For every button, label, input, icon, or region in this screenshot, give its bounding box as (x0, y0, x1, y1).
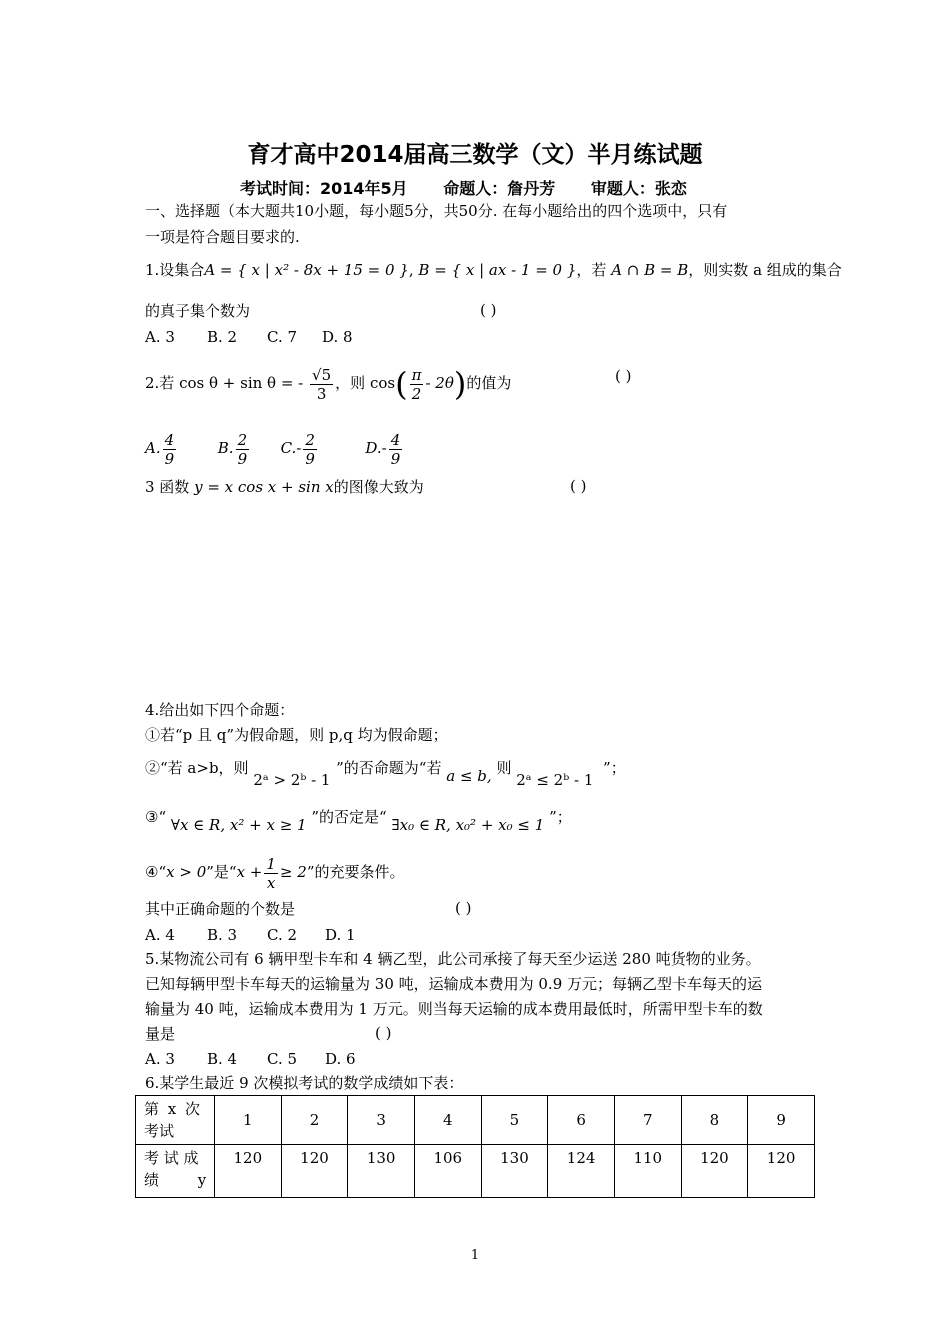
table-cell: 9 (748, 1096, 815, 1145)
q1-condition: A ∩ B = B (611, 261, 689, 279)
q4-p2-text-c: 则 (496, 759, 512, 777)
q2-option-a-num: 4 (164, 430, 175, 449)
q4-p4-text-a: ④“ (145, 863, 167, 881)
table-cell: 6 (548, 1096, 615, 1145)
q2-suffix: 的值为 (466, 374, 512, 392)
q2-expr-cos: cos (369, 374, 396, 392)
q2-expr-den: 2 (411, 384, 422, 403)
exam-info (240, 176, 717, 199)
q4-p4-text-b: ”是“ (206, 863, 237, 881)
table-cell: 130 (348, 1145, 415, 1198)
section-intro-line2: 一项是符合题目要求的. (145, 228, 300, 246)
q5-answer-paren: ( ) (375, 1024, 392, 1042)
q4-option-d: D. 1 (325, 926, 356, 944)
q5-option-a: A. 3 (145, 1050, 175, 1068)
q1-set-b: B = { x | ax - 1 = 0 } (418, 261, 577, 279)
q1-set-a: A = { x | x² - 8x + 15 = 0 } (204, 261, 409, 279)
q2-option-a-fraction (163, 431, 177, 468)
q2-option-a-den: 9 (164, 449, 175, 468)
q3-function: y = x cos x + sin x (194, 478, 334, 496)
table-cell: 124 (548, 1145, 615, 1198)
q2-option-d-fraction (389, 431, 403, 468)
q2-option-b-label: B. (217, 439, 234, 457)
q1-separator: , (408, 261, 414, 279)
q1-prefix: 1.设集合 (145, 261, 205, 279)
q4-answer-paren: ( ) (455, 899, 472, 917)
table-cell: 2 (281, 1096, 348, 1145)
q1-option-c: C. 7 (267, 328, 298, 346)
table-cell: 120 (681, 1145, 748, 1198)
q2-condition-fraction (310, 366, 333, 403)
q6-intro: 6.某学生最近 9 次模拟考试的数学成绩如下表： (145, 1074, 464, 1092)
table-cell: 110 (614, 1145, 681, 1198)
question-4-intro: 4.给出如下四个命题： (145, 701, 295, 719)
q1-options (145, 327, 353, 347)
q4-p4-num: 1 (266, 854, 276, 873)
page-number: 1 (470, 1248, 480, 1263)
q2-option-b (218, 424, 276, 472)
q5-option-b: B. 4 (207, 1050, 238, 1068)
q2-option-d (365, 424, 435, 472)
table-cell: 7 (614, 1096, 681, 1145)
q2-option-b-den: 9 (237, 449, 248, 468)
question-2-stem (145, 358, 511, 408)
q4-p4-den: x (266, 873, 276, 892)
q2-prefix: 2.若 (145, 374, 175, 392)
q2-mid: ，则 (335, 374, 366, 392)
q2-option-d-den: 9 (390, 449, 401, 468)
q1-suffix: ，则实数 a 组成的集合 (688, 261, 842, 279)
q4-p3-text-c: ”； (549, 808, 572, 826)
q5-line-4: 量是 (145, 1025, 176, 1043)
q2-expr-tail: - 2θ (425, 374, 454, 392)
q4-p4-expr2-pre: x + (236, 863, 263, 881)
table-header-score (136, 1145, 215, 1198)
q4-p2-text-b: ”的否命题为“若 (336, 759, 442, 777)
q2-left-paren-glyph: ( (395, 365, 408, 403)
q5-line-1: 5.某物流公司有 6 辆甲型卡车和 4 辆乙型，此公司承接了每天至少运送 280 吨货物的业务。 (145, 950, 761, 968)
q4-proposition-3 (145, 800, 572, 842)
exam-setter: 命题人：詹丹芳 (443, 179, 556, 198)
q1-mid: ，若 (576, 261, 607, 279)
table-header-exam-number (136, 1096, 215, 1145)
q3-answer-paren: ( ) (570, 477, 587, 495)
header-text: 绩 y (144, 1171, 207, 1189)
q5-option-d: D. 6 (325, 1050, 356, 1068)
q2-option-c-num: 2 (305, 430, 315, 449)
table-row-score (136, 1145, 815, 1198)
q2-cond-den: 3 (316, 384, 327, 403)
q4-options (145, 925, 356, 945)
table-cell: 106 (414, 1145, 481, 1198)
q2-option-d-label: D. (365, 439, 382, 457)
table-cell: 120 (281, 1145, 348, 1198)
q4-p2-expr3: 2ᵃ ≤ 2ᵇ - 1 (516, 771, 594, 789)
q4-option-a: A. 4 (145, 926, 175, 944)
q2-option-c (281, 424, 361, 472)
q2-option-a-label: A. (145, 439, 161, 457)
table-cell: 130 (481, 1145, 548, 1198)
q4-p4-fraction (264, 855, 278, 892)
q4-p2-expr1: 2ᵃ > 2ᵇ - 1 (253, 771, 331, 789)
q1-answer-paren: ( ) (480, 301, 497, 319)
q2-option-d-sign: - (381, 439, 387, 457)
q4-p4-text-c: ”的充要条件。 (306, 863, 405, 881)
q4-p3-text-b: ”的否定是“ (311, 808, 387, 826)
table-cell: 3 (348, 1096, 415, 1145)
q1-option-d: D. 8 (322, 328, 353, 346)
q4-question: 其中正确命题的个数是 (145, 900, 296, 918)
q2-option-c-label: C. (280, 439, 297, 457)
page-title: 育才高中2014届高三数学（文）半月练试题 (247, 142, 703, 168)
header-text: 考 试 成 (144, 1149, 199, 1167)
q2-answer-paren: ( ) (615, 367, 632, 385)
q2-option-d-num: 4 (390, 430, 401, 449)
q2-option-c-fraction (303, 431, 317, 468)
q2-expr-num: π (411, 365, 422, 384)
q2-option-c-sign: - (296, 439, 302, 457)
exam-time: 考试时间：2014年5月 (240, 179, 408, 198)
exam-reviewer: 审题人：张恋 (590, 179, 687, 198)
q4-p3-expr1: ∀x ∈ R, x² + x ≥ 1 (170, 816, 307, 834)
q2-option-b-fraction (236, 431, 250, 468)
q1-option-b: B. 2 (207, 328, 238, 346)
q4-p2-expr2: a ≤ b, (446, 767, 492, 785)
q2-options (145, 424, 435, 472)
q4-p3-text-a: ③“ (145, 808, 167, 826)
q4-option-b: B. 3 (207, 926, 238, 944)
q2-cond-num: √5 (312, 365, 332, 384)
q2-expr-fraction (410, 366, 424, 403)
q3-prefix: 3 函数 (145, 478, 190, 496)
q5-line-2: 已知每辆甲型卡车每天的运输量为 30 吨，运输成本费用为 0.9 万元；每辆乙型卡车每天的运 (145, 975, 763, 993)
q4-p2-text-a: ②“若 a>b，则 (145, 759, 249, 777)
q4-p4-expr2-post: ≥ 2 (279, 863, 307, 881)
table-cell: 120 (748, 1145, 815, 1198)
q4-p3-expr2: ∃x₀ ∈ R, x₀² + x₀ ≤ 1 (391, 816, 545, 834)
table-row-exam-number (136, 1096, 815, 1145)
question-1-line2: 的真子集个数为 (145, 302, 251, 320)
header-text: 第 x 次 (144, 1100, 202, 1118)
q5-option-c: C. 5 (267, 1050, 298, 1068)
q4-p2-text-d: ”； (603, 759, 626, 777)
q2-option-c-den: 9 (305, 449, 315, 468)
q1-option-a: A. 3 (145, 328, 175, 346)
q4-proposition-1: ①若“p 且 q”为假命题，则 p,q 均为假命题； (145, 726, 448, 744)
table-cell: 5 (481, 1096, 548, 1145)
q2-condition-left: cos θ + sin θ = - (179, 374, 304, 392)
q2-option-b-num: 2 (237, 430, 248, 449)
q4-p4-expr1: x > 0 (166, 863, 207, 881)
header-text: 考试 (144, 1122, 175, 1140)
q4-option-c: C. 2 (267, 926, 298, 944)
question-1-stem (145, 260, 842, 280)
table-cell: 120 (215, 1145, 282, 1198)
section-intro-line1: 一、选择题（本大题共10小题，每小题5分，共50分. 在每小题给出的四个选项中，只有 (145, 202, 728, 220)
question-3-stem (145, 477, 424, 497)
table-cell: 1 (215, 1096, 282, 1145)
q4-proposition-4 (145, 850, 404, 894)
q3-suffix: 的图像大致为 (333, 478, 424, 496)
q2-option-a (145, 424, 213, 472)
scores-table (135, 1095, 815, 1198)
q5-line-3: 输量为 40 吨，运输成本费用为 1 万元。则当每天运输的成本费用最低时，所需甲型卡车的数 (145, 1000, 763, 1018)
q5-options (145, 1049, 356, 1069)
q2-right-paren-glyph: ) (453, 365, 467, 403)
q4-proposition-2 (145, 750, 626, 798)
table-cell: 4 (414, 1096, 481, 1145)
table-cell: 8 (681, 1096, 748, 1145)
